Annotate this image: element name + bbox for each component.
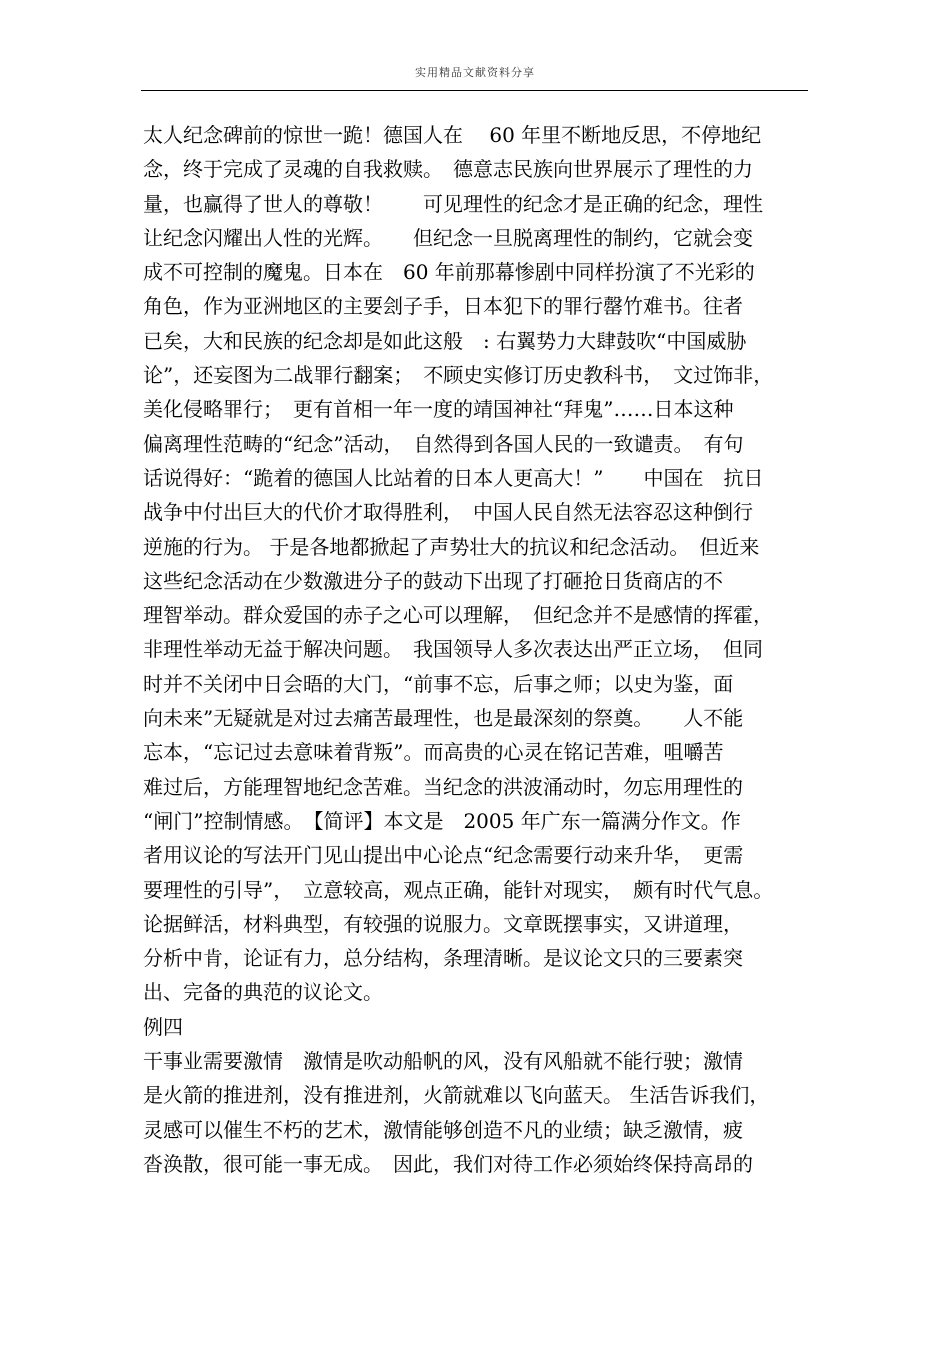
text-line: 非理性举动无益于解决问题。 我国领导人多次表达出严正立场， 但同 (143, 637, 763, 662)
text-line: 逆施的行为。 于是各地都掀起了声势壮大的抗议和纪念活动。 但近来 (143, 534, 760, 559)
text-line: 太人纪念碑前的惊世一跪！德国人在 60 年里不断地反思，不停地纪 (143, 123, 762, 147)
section-heading: 例四 (143, 1014, 183, 1039)
text-line: 念，终于完成了灵魂的自我救赎。 德意志民族向世界展示了理性的力 (143, 157, 753, 182)
text-line: 难过后，方能理智地纪念苦难。当纪念的洪波涌动时，勿忘用理性的 (143, 774, 743, 799)
text-line: 干事业需要激情 激情是吹动船帆的风，没有风船就不能行驶；激情 (143, 1049, 743, 1074)
text-line: 成不可控制的魔鬼。日本在 60 年前那幕惨剧中同样扮演了不光彩的 (143, 260, 755, 285)
text-line: 这些纪念活动在少数激进分子的鼓动下出现了打砸抢日货商店的不 (143, 568, 723, 593)
text-line: “闸门”控制情感。 【简评】本文是 2005 年广东一篇满分作文。作 (143, 808, 741, 833)
text-line: 话说得好：“跪着的德国人比站着的日本人更高大！” 中国在 抗日 (143, 465, 764, 490)
text-line: 灵感可以催生不朽的艺术，激情能够创造不凡的业绩；缺乏激情，疲 (143, 1117, 743, 1142)
text-line: 美化侵略罪行； 更有首相一年一度的靖国神社“拜鬼”……日本这种 (143, 397, 734, 422)
text-line: 沓涣散，很可能一事无成。 因此，我们对待工作必须始终保持高昂的 (143, 1151, 753, 1176)
text-line: 让纪念闪耀出人性的光辉。 但纪念一旦脱离理性的制约，它就会变 (143, 225, 753, 250)
text-line: 忘本，“忘记过去意味着背叛”。而高贵的心灵在铭记苦难，咀嚼苦 (143, 740, 724, 765)
text-line: 向未来”无疑就是对过去痛苦最理性，也是最深刻的祭奠。 人不能 (143, 706, 744, 731)
text-line: 出、完备的典范的议论文。 (143, 980, 383, 1005)
text-line: 是火箭的推进剂，没有推进剂，火箭就难以飞向蓝天。 生活告诉我们， (143, 1083, 770, 1108)
text-line: 角色，作为亚洲地区的主要刽子手，日本犯下的罪行罄竹难书。往者 (143, 294, 743, 319)
text-line: 理智举动。群众爱国的赤子之心可以理解， 但纪念并不是感情的挥霍， (143, 603, 773, 628)
text-line: 论据鲜活，材料典型，有较强的说服力。文章既摆事实，又讲道理， (143, 911, 743, 936)
text-line: 者用议论的写法开门见山提出中心论点“纪念需要行动来升华， 更需 (143, 843, 744, 868)
text-line: 分析中肯，论证有力，总分结构，条理清晰。是议论文只的三要素突 (143, 946, 743, 971)
header-divider (141, 90, 808, 91)
text-line: 量，也赢得了世人的尊敬！ 可见理性的纪念才是正确的纪念，理性 (143, 191, 763, 216)
text-line: 要理性的引导”， 立意较高，观点正确，能针对现实， 颇有时代气息。 (143, 877, 774, 902)
document-body (143, 118, 813, 1181)
text-line: 已矣，大和民族的纪念却是如此这般 : 右翼势力大肆鼓吹“中国威胁 (143, 328, 747, 353)
page-header-title: 实用精品文献资料分享 (415, 66, 535, 79)
text-line: 偏离理性范畴的“纪念”活动， 自然得到各国人民的一致谴责。 有句 (143, 431, 744, 456)
text-line: 战争中付出巨大的代价才取得胜利， 中国人民自然无法容忍这种倒行 (143, 500, 753, 525)
text-line: 论”，还妄图为二战罪行翻案； 不顾史实修订历史教科书， 文过饰非， (143, 363, 774, 388)
text-line: 时并不关闭中日会晤的大门，“前事不忘，后事之师；以史为鉴，面 (143, 671, 734, 696)
